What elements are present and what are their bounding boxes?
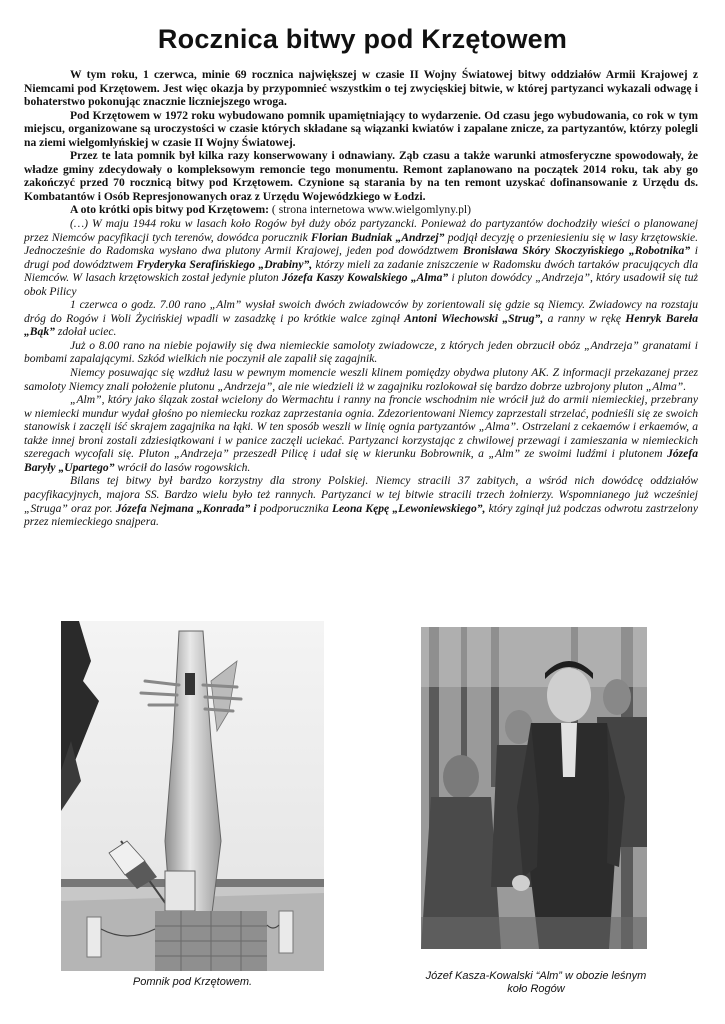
text-run: zdołał uciec. [54,325,117,339]
partisan-caption-line2: koło Rogów [507,983,565,995]
name-highlight: Henryk Bareła „Bąk” [24,311,698,339]
text-run: (…) W maju 1944 roku w lasach koło Rogów był duży obóz partyzancki. Ponieważ do partyzantów dochodziły wieści o planowanej przez Niemców pacyfikacji tych terenów, dowódca porucznik [24,217,698,244]
text-run: podjął decyzję o przeniesieniu się w lasy krzętowskie. Jednocześnie do Radomska wysłano dwa plutony Armii Krajowej, jeden pod dowództwem [24,230,699,258]
paragraph-scouts [24,298,698,339]
source-website: ( strona internetowa www.wielgomlyny.pl) [269,203,472,217]
text-run: „Alm”, który jako ślązak został wcielony do Wermachtu i ranny na froncie wschodnim nie wrócił już do armii niemieckiej, przebrany w niemiecki mundur wydał głośno po niemiecku rozkaz zaprzestania ognia. Zdezorientowani Niemcy zaprzestali strzelać, podnieśli się ze swoich stanowisk i zaczęli iść skrajem zagajnika na łąki. W ten sposób weszli w linię ognia partyzantów „Alma”. Ostrzelani z cekaemów i erkaemów, a także innej broni zostali zdziesiątkowani i w panice zaczęli uciekać. Partyzanci korzystając z chwilowej przewagi i zamieszania w niemieckich szeregach wycofali się. Pluton „Andrzeja” przeszedł Pilicę i udał się w kierunku Bobrownik, a „Alm” ze swoimi ludźmi i plutonem [24,393,698,461]
paragraph-source [24,203,698,217]
paragraph-monument: Pod Krzętowem w 1972 roku wybudowano pomnik upamiętniający to wydarzenie. Od czasu jego wybudowania, co rok w tym miejscu, organizowane są uroczystości w czasie których składane są wiązanki kwiatów i zapalane znicze, za partyzantów, którzy polegli na ziemi wielgomłyńskiej w czasie II Wojny Światowej. [24,108,698,149]
name-highlight: Józefa Nejmana „Konrada” [115,501,251,515]
paragraph-wedge: Niemcy posuwając się wzdłuż lasu w pewnym momencie weszli klinem pomiędzy obydwa plutony AK. Z informacji przekazanej przez samoloty Niemcy znali położenie plutonu „Andrzeja”, ale nie wiedzieli iż w zagajniku rozlokował się bardzo dobrze uzbrojony pluton „Alma”. [24,366,698,393]
text-run: Bilans tej bitwy był bardzo korzystny dla strony Polskiej. Niemcy stracili 37 zabitych, a wśród nich dowódcę oddziałów pacyfikacyjnych, majora SS. Bardzo wielu było też rannych. Partyzanci w tej bitwie stracili trzech żołnierzy. Wspomnianego już wcześniej „Struga” oraz por. [24,474,698,515]
text-run: wrócił do lasów rogowskich. [114,460,251,474]
name-highlight: Fryderyka Serafińskiego „Drabiny”, [136,257,313,271]
partisan-caption [386,970,686,996]
partisan-caption-line1: Józef Kasza-Kowalski “Alm” w obozie leśnym [425,970,647,982]
paragraph-camp [24,217,698,298]
text-run: a ranny w rękę [543,311,626,325]
text-run: którzy mieli za zadanie zniszczenie w Radomsku dwóch tartaków pracujących dla Niemców. W lasach krzętowskich został jedynie pluton [24,257,699,285]
paragraph-alm [24,393,698,474]
monument-photo [61,621,324,971]
name-highlight: Bronisława Skóry Skoczyńskiego „Robotnika” [462,244,691,258]
text-run: i drugi pod dowództwem [24,244,699,271]
paragraph-balance [24,474,698,528]
name-highlight: Józefa Baryły „Upartego” [24,447,698,474]
paragraph-intro: W tym roku, 1 czerwca, minie 69 rocznica największej w czasie II Wojny Światowej bitwy oddziałów Armii Krajowej z Niemcami pod Krzętowem. Jest więc okazja by przypomnieć wszystkim o tej zwycięskiej bitwie, w której partyzanci wykazali odwagę i bohaterstwo pokonując znacznie liczniejszego wroga. [24,68,698,109]
article-body [24,68,698,529]
paragraph-planes: Już o 8.00 rano na niebie pojawiły się dwa niemieckie samoloty zwiadowcze, z których jeden obrzucił obóz „Andrzeja” granatami i bombami zapalającymi. Szkód wielkich nie poczynił ale zapalił się zagajnik. [24,338,698,366]
partisan-photo [421,627,647,949]
text-run: który zginął już podczas odwrotu zastrzelony przez niemieckiego snajpera. [24,501,698,529]
text-run: i pluton dowódcy „Andrzeja”, który usadowił się tuż obok Pilicy [24,271,699,298]
name-highlight: Florian Budniak „Andrzej” [311,230,445,244]
page-title: Rocznica bitwy pod Krzętowem [157,24,568,54]
name-highlight: Józefa Kaszy Kowalskiego „Alma” [281,271,449,285]
source-lead: A oto krótki opis bitwy pod Krzętowem: [70,203,270,217]
text-run: podporucznika [256,501,332,515]
name-highlight: Leona Kępę „Lewoniewskiego”, [331,501,486,515]
monument-caption: Pomnik pod Krzętowem. [132,976,253,988]
paragraph-renovation: Przez te lata pomnik był kilka razy konserwowany i odnawiany. Ząb czasu a także warunki atmosferyczne spowodowały, że władze gminy zdecydowały o kompleksowym remoncie tego monumentu. Remont zaplanowano na początek 2014 roku, tak aby go zakończyć przed 70 rocznicą bitwy pod Krzętowem. Czynione są starania by na ten remont uzyskać dofinansowanie z Urzędu ds. Kombatantów i Osób Represjonowanych oraz z Urzędu Wojewódzkiego w Łodzi. [24,149,698,203]
name-highlight: i [250,501,257,515]
text-run: 1 czerwca o godz. 7.00 rano „Alm” wysłał swoich dwóch zwiadowców by zorientowali się gdzie są Niemcy. Zwiadowcy na rozstaju dróg do Rogów i Woli Życińskiej wpadli w zasadzkę i po krótkie walce zginął [24,298,698,325]
name-highlight: Antoni Wiechowski „Strug”, [404,311,544,325]
